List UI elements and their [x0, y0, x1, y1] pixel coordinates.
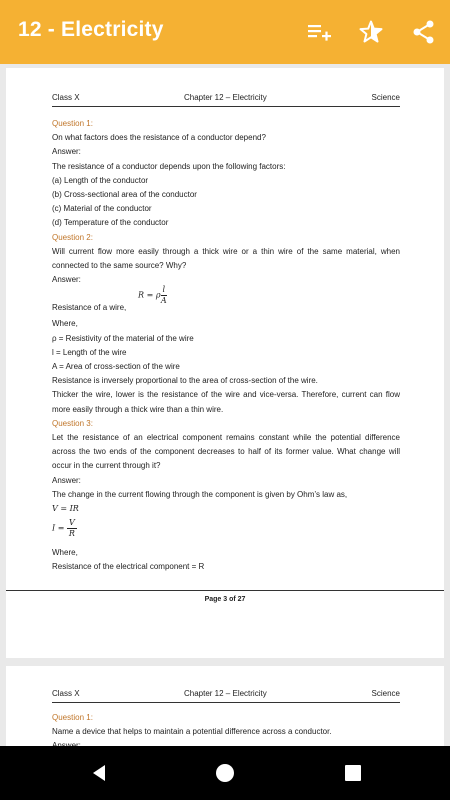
list-item: (b) Cross-sectional area of the conductor	[52, 190, 197, 200]
formula-denominator: A	[160, 296, 167, 306]
app-bar	[0, 0, 450, 64]
answer-text: Resistance is inversely proportional to the area of cross-section of the wire.	[52, 376, 318, 386]
header-chapter: Chapter 12 – Electricity	[184, 689, 267, 698]
star-icon[interactable]	[357, 18, 385, 46]
page-body	[52, 117, 400, 575]
list-item: (c) Material of the conductor	[52, 204, 152, 214]
answer-text: The resistance of a conductor depends upon the following factors:	[52, 161, 286, 171]
question-text: Will current flow more easily through a thick wire or a thin wire of the same material, when connected to the same source? Why?	[52, 246, 400, 271]
page-header	[52, 92, 400, 107]
question-text: Name a device that helps to maintain a potential difference across a conductor.	[52, 727, 332, 737]
resistance-formula	[138, 285, 167, 306]
current-formula	[52, 518, 77, 539]
answer-label: Answer:	[52, 147, 81, 157]
answer-label: Answer:	[52, 275, 81, 285]
formula-lhs: I =	[52, 523, 65, 533]
formula-row	[52, 287, 400, 317]
formula-lhs: R = ρ	[138, 290, 161, 300]
question-heading: Question 3:	[52, 418, 93, 428]
pdf-viewer[interactable]	[0, 64, 450, 746]
system-nav-bar	[0, 746, 450, 800]
page-number: Page 3 of 27	[204, 596, 246, 603]
header-class: Class X	[52, 93, 80, 102]
question-heading: Question 2:	[52, 232, 93, 242]
where-label: Where,	[52, 548, 78, 558]
header-chapter: Chapter 12 – Electricity	[184, 93, 267, 102]
header-subject: Science	[371, 93, 400, 102]
formula-numerator: V	[68, 518, 75, 528]
ohms-law-equation: V = IR	[52, 504, 79, 514]
formula-row	[52, 516, 400, 546]
answer-label: Answer:	[52, 475, 81, 485]
definition-line: Resistance of the electrical component = R	[52, 562, 205, 572]
where-label: Where,	[52, 319, 78, 329]
home-icon[interactable]	[212, 760, 238, 786]
question-heading: Question 1:	[52, 119, 93, 128]
question-text: On what factors does the resistance of a conductor depend?	[52, 133, 266, 143]
back-icon[interactable]	[86, 760, 112, 786]
header-class: Class X	[52, 689, 80, 698]
definition-line: l = Length of the wire	[52, 347, 127, 357]
answer-text: Thicker the wire, lower is the resistance of the wire and vice-versa. Therefore, current can flow more easily through a thick wire than a thin wire.	[52, 390, 400, 414]
header-subject: Science	[371, 689, 400, 698]
list-item: (a) Length of the conductor	[52, 175, 149, 185]
list-item: (d) Temperature of the conductor	[52, 218, 169, 228]
page-footer	[6, 590, 444, 603]
page-header	[52, 688, 400, 703]
definition-line: ρ = Resistivity of the material of the wire	[52, 333, 194, 343]
formula-numerator: l	[162, 285, 166, 295]
formula-label: Resistance of a wire,	[52, 303, 127, 313]
formula-denominator: R	[68, 529, 75, 539]
pdf-page	[6, 666, 444, 746]
definition-line: A = Area of cross-section of the wire	[52, 362, 180, 372]
pdf-page	[6, 68, 444, 658]
playlist-add-icon[interactable]	[305, 18, 333, 46]
app-title: 12 - Electricity	[18, 18, 164, 41]
question-text: Let the resistance of an electrical component remains constant while the potential difference across the two ends of the component decreases to half of its former value. What change will occur in the current through it?	[52, 433, 400, 471]
recents-icon[interactable]	[340, 760, 366, 786]
question-heading: Question 1:	[52, 713, 93, 722]
answer-text: The change in the current flowing through the component is given by Ohm’s law as,	[52, 489, 348, 499]
share-icon[interactable]	[410, 18, 438, 46]
